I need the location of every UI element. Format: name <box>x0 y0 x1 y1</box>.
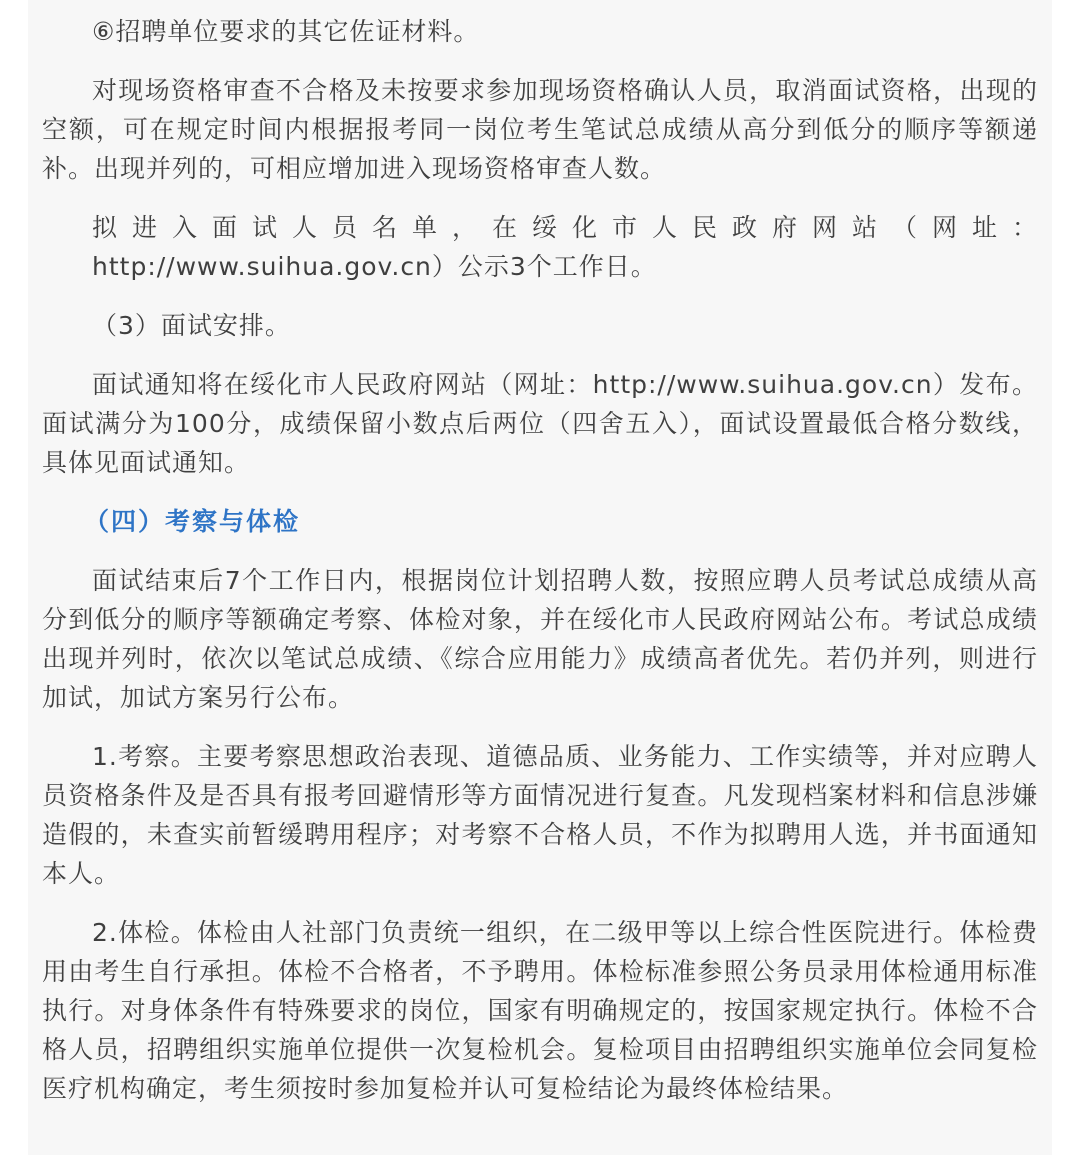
paragraph-inspection: 1.考察。主要考察思想政治表现、道德品质、业务能力、工作实绩等，并对应聘人员资格条件及是否具有报考回避情形等方面情况进行复查。凡发现档案材料和信息涉嫌造假的，未查实前暂缓聘用程序；对考察不合格人员，不作为拟聘用人选，并书面通知本人。 <box>42 742 1038 888</box>
paragraph-medical-exam: 2.体检。体检由人社部门负责统一组织，在二级甲等以上综合性医院进行。体检费用由考生自行承担。体检不合格者，不予聘用。体检标准参照公务员录用体检通用标准执行。对身体条件有特殊要求的岗位，国家有明确规定的，按国家规定执行。体检不合格人员，招聘组织实施单位提供一次复检机会。复检项目由招聘组织实施单位会同复检医疗机构确定，考生须按时参加复检并认可复检结论为最终体检结果。 <box>42 918 1038 1103</box>
paragraph-inspection-targets: 面试结束后7个工作日内，根据岗位计划招聘人数，按照应聘人员考试总成绩从高分到低分的顺序等额确定考察、体检对象，并在绥化市人民政府网站公布。考试总成绩出现并列时，依次以笔试总成绩、《综合应用能力》成绩高者优先。若仍并列，则进行加试，加试方案另行公布。 <box>42 566 1038 712</box>
interview-list-line-2: http://www.suihua.gov.cn）公示3个工作日。 <box>92 252 657 281</box>
interview-list-line-1: 拟进入面试人员名单，在绥化市人民政府网站（网址： <box>92 213 1038 242</box>
paragraph-interview-arrangement: （3）面试安排。 <box>92 311 291 340</box>
paragraph-interview-list <box>42 208 1038 286</box>
article-body <box>42 12 1038 1108</box>
section-heading: （四）考察与体检 <box>84 507 301 536</box>
paragraph-supporting-materials: ⑥招聘单位要求的其它佐证材料。 <box>92 17 480 46</box>
paragraph-qualification-review: 对现场资格审查不合格及未按要求参加现场资格确认人员，取消面试资格，出现的空额，可在规定时间内根据报考同一岗位考生笔试总成绩从高分到低分的顺序等额递补。出现并列的，可相应增加进入现场资格审查人数。 <box>42 76 1038 183</box>
paragraph-interview-notice: 面试通知将在绥化市人民政府网站（网址：http://www.suihua.gov.cn）发布。面试满分为100分，成绩保留小数点后两位（四舍五入），面试设置最低合格分数线，具体见面试通知。 <box>42 370 1038 477</box>
